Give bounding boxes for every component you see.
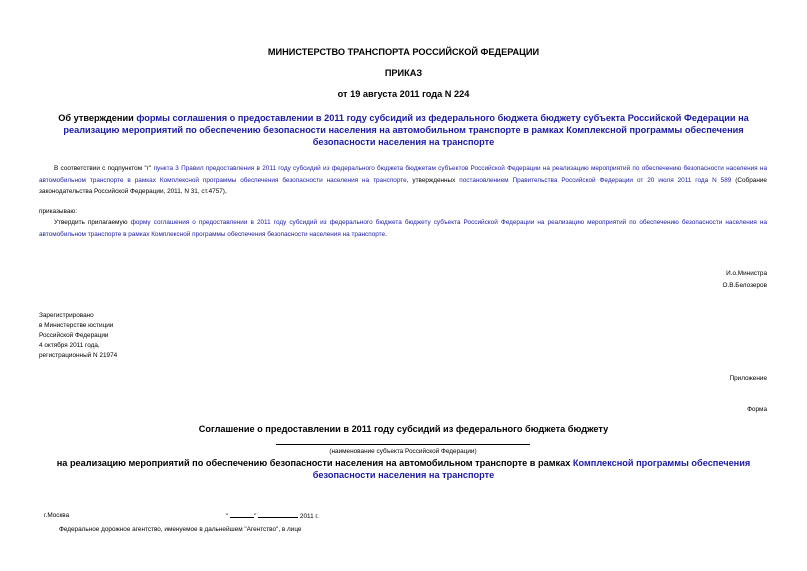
ministry-heading: МИНИСТЕРСТВО ТРАНСПОРТА РОССИЙСКОЙ ФЕДЕРАЦИИ (267, 47, 540, 57)
date-quote-close: " (254, 513, 257, 520)
title-prefix: Об утверждении (58, 113, 137, 123)
signatory-position: И.о.Министра (726, 270, 767, 277)
order-date-number: от 19 августа 2011 года N 224 (337, 89, 470, 99)
date-month-blank (258, 510, 298, 518)
form-label: Форма (747, 406, 767, 413)
agreement-date (226, 510, 319, 523)
appendix-label: Приложение (729, 375, 767, 382)
registration-line: регистрационный N 21974 (39, 352, 118, 359)
signatory-name: О.В.Белозеров (722, 282, 767, 289)
registration-line: в Министерстве юстиции (39, 322, 114, 329)
registration-block (39, 311, 117, 361)
order-text-2: . (385, 230, 387, 238)
registration-line: Российской Федерации (39, 332, 109, 339)
registration-line: Зарегистрировано (39, 312, 94, 319)
preamble-text-3: (Собрание законодательства Российской Федерации, 2011, N 31, ст.4757), (39, 176, 767, 195)
preamble-text-1: В соответствии с подпунктом "г" (54, 165, 154, 172)
agreement-title: Соглашение о предоставлении в 2011 году субсидий из федерального бюджета бюджету (198, 424, 609, 434)
order-paragraph (39, 217, 767, 240)
order-text-1: Утвердить прилагаемую (54, 219, 128, 226)
title-form-link[interactable]: формы соглашения о предоставлении в 2011 году субсидий из федерального бюджета бюджету субъекта Российской Федерации на реализацию мероприятий по обеспечению безопасности населения на автомобильном транспорте в рамках Комплексной программы обеспечения безопасности населения на транспорте (63, 113, 749, 147)
program-link[interactable]: Комплексной программы обеспечения безопасности населения на транспорте (312, 458, 751, 480)
agreement-purpose (36, 457, 771, 481)
subject-name-caption: (наименование субъекта Российской Федерации) (329, 448, 477, 455)
date-day-blank (230, 510, 257, 520)
rules-link[interactable]: пункта 3 Правил предоставления в 2011 году субсидий из федерального бюджета бюджетам субъектов Российской Федерации на реализацию мероприятий по обеспечению безопасности населения на автомобильном транспорте в рамках Комплексной программы обеспечения безопасности населения на транспорте (39, 165, 767, 184)
agreement-form-link[interactable]: форму соглашения о предоставлении в 2011 году субсидий из федерального бюджета бюджету субъекта Российской Федерации на реализацию мероприятий по обеспечению безопасности населения на автомобильном транспорте в рамках Комплексной программы обеспечения безопасности населения на транспорте (39, 219, 767, 238)
purpose-prefix: на реализацию мероприятий по обеспечению безопасности населения на автомобильном транспорте в рамках (56, 458, 573, 468)
order-title (36, 112, 771, 148)
date-year: 2011 г. (299, 513, 319, 520)
date-quote-open: " (226, 513, 229, 520)
registration-line: 4 октября 2011 года, (39, 342, 100, 349)
agency-text: Федеральное дорожное агентство, именуемое в дальнейшем "Агентство", в лице (59, 526, 302, 533)
subject-name-line (276, 444, 530, 445)
government-decree-link[interactable]: постановлением Правительства Российской Федерации от 20 июля 2011 года N 589 (459, 176, 732, 184)
preamble-text-2: , утвержденных (406, 176, 460, 184)
city: г.Москва (44, 512, 70, 519)
preamble-paragraph (39, 163, 767, 198)
doc-type-heading: ПРИКАЗ (384, 68, 423, 78)
order-word: приказываю: (39, 208, 77, 215)
